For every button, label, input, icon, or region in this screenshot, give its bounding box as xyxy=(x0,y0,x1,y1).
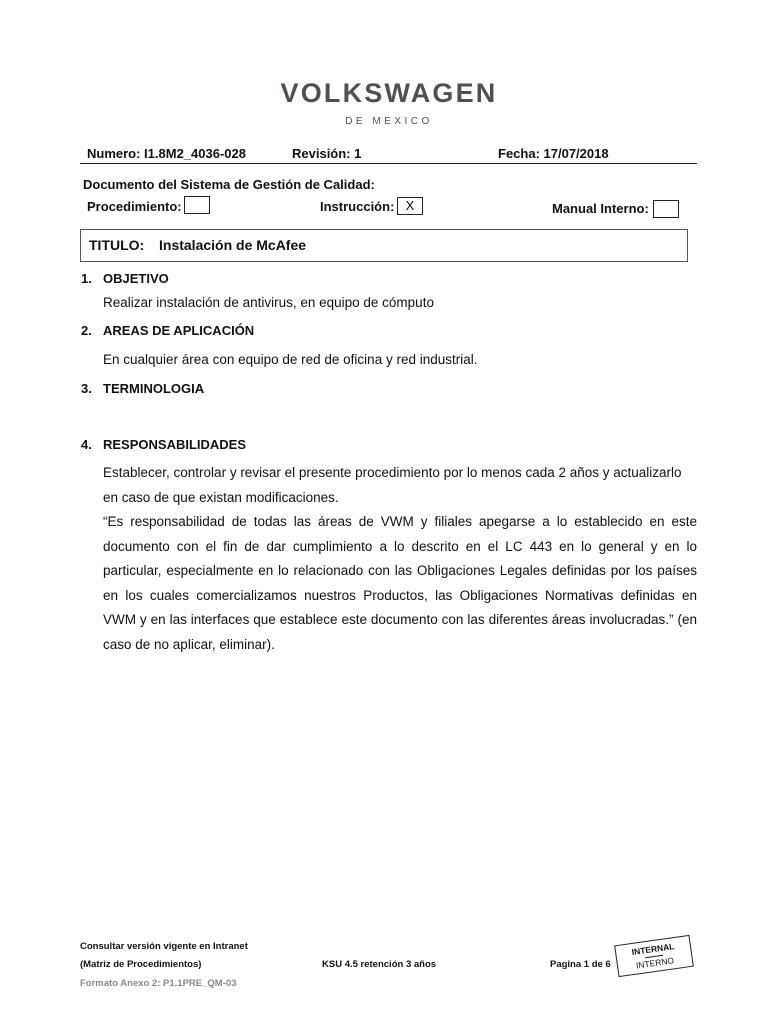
brand-logo-subtitle: DE MEXICO xyxy=(345,116,433,127)
document-date: Fecha: 17/07/2018 xyxy=(498,146,609,161)
document-number: Numero: I1.8M2_4036-028 xyxy=(87,146,246,161)
footer-retention: KSU 4.5 retención 3 años xyxy=(322,959,437,970)
section-2-number: 2. xyxy=(81,323,92,338)
section-4-body-2: “Es responsabilidad de todas las áreas de VWM y filiales apegarse a lo establecido en este documento con el fin de dar cumplimiento a lo descrito en el LC 443 en lo general y en lo particular, especialmente en lo relacionado con las Obligaciones Legales definidas por los países en los cuales comercializamos nuestros Productos, las Obligaciones Normativas definidas en VWM y en las interfaces que establece este documento con las diferentes áreas involucradas.” (en caso de no aplicar, eliminar). xyxy=(103,514,697,652)
document-title: Instalación de McAfee xyxy=(159,237,307,253)
section-4-body-1: Establecer, controlar y revisar el presente procedimiento por lo menos cada 2 años y actualizarlo en caso de que existan modificaciones. xyxy=(103,465,682,505)
section-1-body: Realizar instalación de antivirus, en equipo de cómputo xyxy=(103,295,434,310)
section-4-number: 4. xyxy=(81,437,92,452)
title-label: TITULO: xyxy=(89,237,145,253)
section-1-number: 1. xyxy=(81,271,92,286)
document-revision: Revisión: 1 xyxy=(292,146,362,161)
procedimiento-label: Procedimiento: xyxy=(87,199,182,214)
section-4-title: RESPONSABILIDADES xyxy=(103,437,247,452)
header-divider xyxy=(80,163,697,164)
footer-matrix-note: (Matriz de Procedimientos) xyxy=(80,959,202,970)
footer-format: Formato Anexo 2: P1.1PRE_QM-03 xyxy=(80,978,237,989)
section-2-title: AREAS DE APLICACIÓN xyxy=(103,323,255,338)
section-3-title: TERMINOLOGIA xyxy=(103,381,205,396)
classification-stamp xyxy=(614,935,694,977)
manual-interno-label: Manual Interno: xyxy=(552,201,649,216)
section-3-number: 3. xyxy=(81,381,92,396)
title-box xyxy=(80,229,688,262)
instruccion-checkbox[interactable]: X xyxy=(397,197,423,215)
footer-consult-note: Consultar versión vigente en Intranet xyxy=(80,941,248,952)
section-1-title: OBJETIVO xyxy=(103,271,169,286)
stamp-interno: INTERNO xyxy=(635,955,675,971)
section-2-body: En cualquier área con equipo de red de oficina y red industrial. xyxy=(103,352,478,367)
instruccion-label: Instrucción: xyxy=(320,199,395,214)
manual-interno-checkbox[interactable] xyxy=(653,200,679,218)
procedimiento-checkbox[interactable] xyxy=(184,196,210,214)
stamp-internal: INTERNAL xyxy=(631,941,675,958)
doc-system-title: Documento del Sistema de Gestión de Calidad: xyxy=(83,177,375,192)
brand-logo: VOLKSWAGEN xyxy=(280,78,498,108)
page-number: Pagina 1 de 6 xyxy=(550,959,611,970)
